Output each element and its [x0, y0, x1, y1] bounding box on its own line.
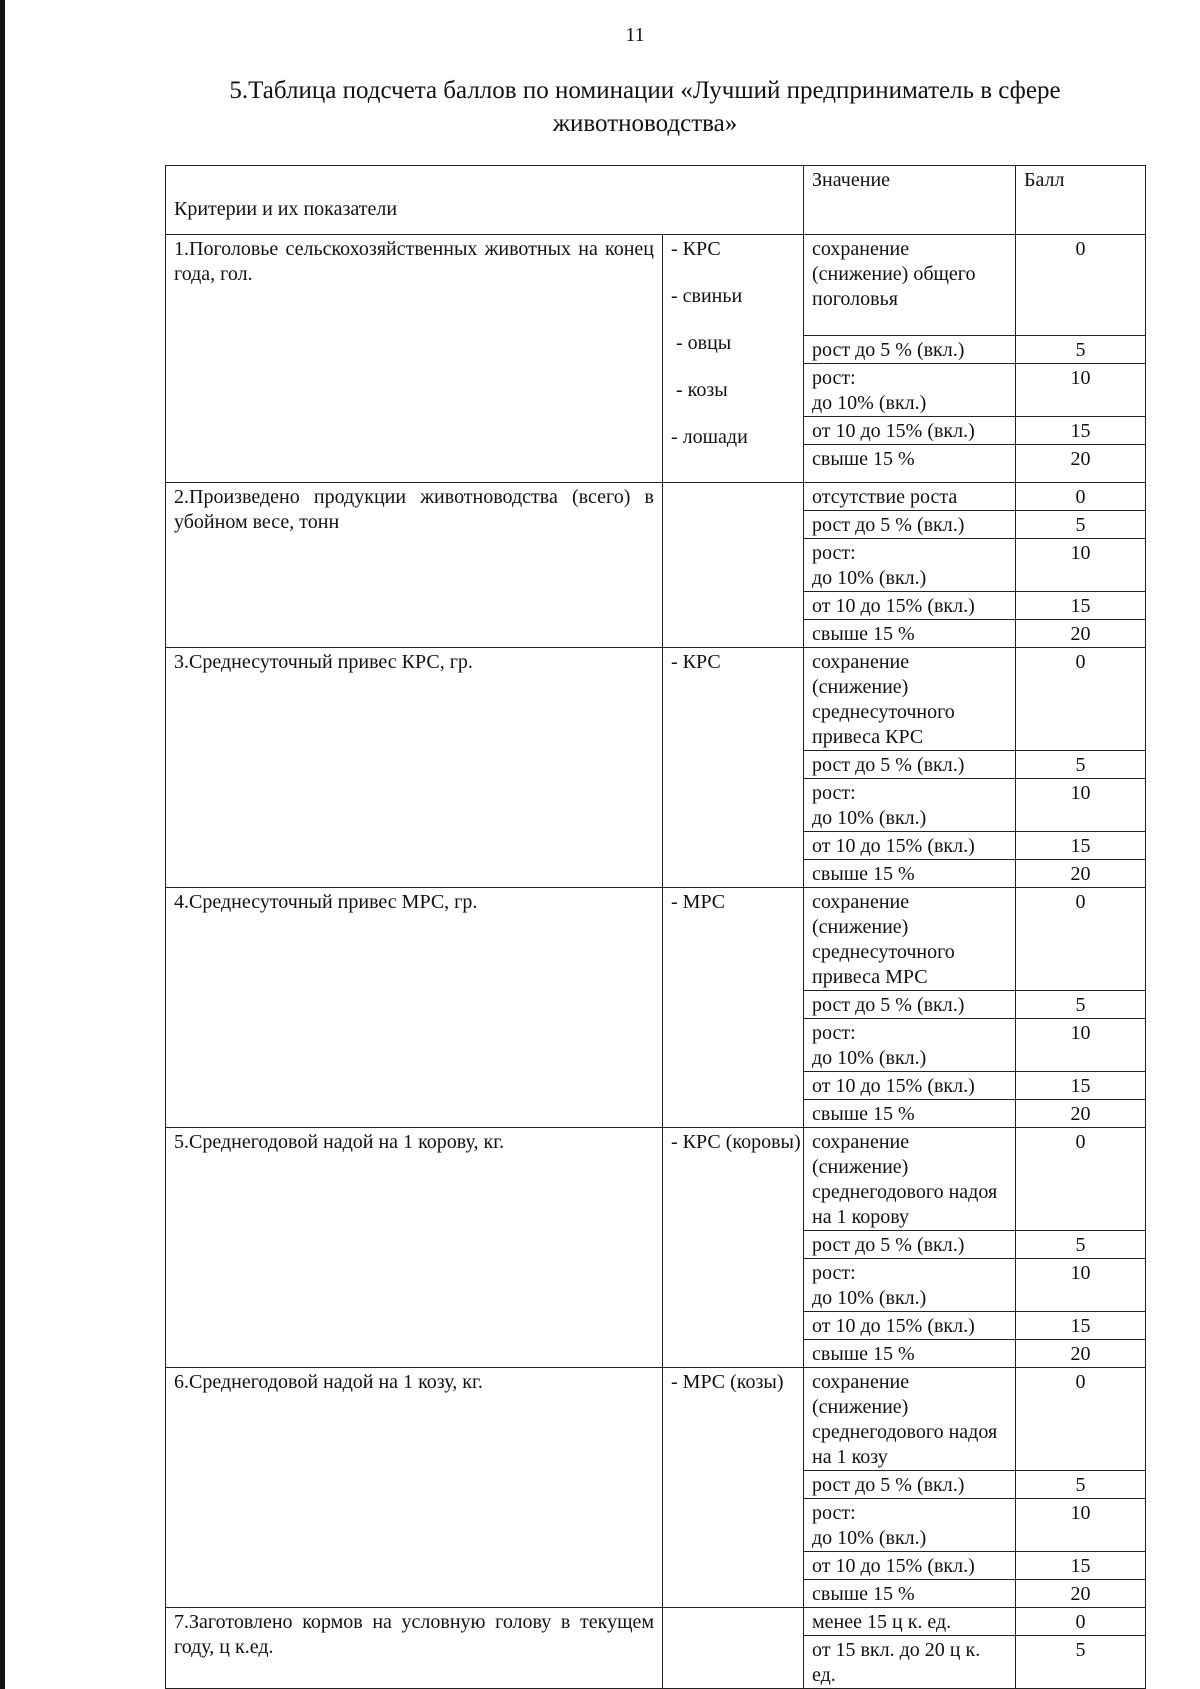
value-cell: сохранение (снижение) общего поголовья [804, 235, 1016, 336]
score-cell: 15 [1016, 1312, 1146, 1340]
value-cell: рост до 5 % (вкл.) [804, 1471, 1016, 1499]
table-row [166, 1128, 1146, 1231]
score-cell: 10 [1016, 1499, 1146, 1552]
scoring-table-container [165, 165, 1145, 1689]
value-cell: от 10 до 15% (вкл.) [804, 832, 1016, 860]
value-cell: свыше 15 % [804, 445, 1016, 483]
score-cell: 5 [1016, 511, 1146, 539]
indicator-cell [663, 483, 804, 648]
criterion-cell: 5.Среднегодовой надой на 1 корову, кг. [166, 1128, 663, 1368]
indicator-item: - МРС (козы) [671, 1371, 784, 1393]
indicator-cell [663, 648, 804, 888]
page-number: 11 [625, 24, 645, 46]
indicator-item: - свиньи [671, 285, 743, 307]
score-cell: 20 [1016, 1580, 1146, 1608]
score-cell: 5 [1016, 336, 1146, 364]
value-cell: рост до 5 % (вкл.) [804, 1231, 1016, 1259]
score-cell: 20 [1016, 1340, 1146, 1368]
value-cell: рост: до 10% (вкл.) [804, 1259, 1016, 1312]
score-cell: 20 [1016, 1100, 1146, 1128]
criterion-cell: 1.Поголовье сельскохозяйственных животных на конец года, гол. [166, 235, 663, 483]
indicator-item: - МРС [671, 891, 726, 913]
criterion-cell: 2.Произведено продукции животноводства (всего) в убойном весе, тонн [166, 483, 663, 648]
score-cell: 0 [1016, 888, 1146, 991]
score-cell: 0 [1016, 483, 1146, 511]
indicator-item: - козы [671, 379, 728, 401]
table-row [166, 235, 1146, 336]
score-cell: 20 [1016, 445, 1146, 483]
scoring-table-body [166, 166, 1146, 1689]
score-cell: 5 [1016, 1636, 1146, 1689]
title-line-1: 5.Таблица подсчета баллов по номинации «Лучший предприниматель в сфере [229, 77, 1061, 104]
value-cell: рост: до 10% (вкл.) [804, 539, 1016, 592]
value-cell: от 15 вкл. до 20 ц к. ед. [804, 1636, 1016, 1689]
indicator-cell [663, 1608, 804, 1689]
criterion-cell: 6.Среднегодовой надой на 1 козу, кг. [166, 1368, 663, 1608]
score-cell: 5 [1016, 991, 1146, 1019]
score-cell: 0 [1016, 1128, 1146, 1231]
value-cell: свыше 15 % [804, 1580, 1016, 1608]
criterion-cell: 3.Среднесуточный привес КРС, гр. [166, 648, 663, 888]
score-cell: 10 [1016, 1019, 1146, 1072]
scoring-table [165, 165, 1146, 1689]
header-score: Балл [1016, 166, 1146, 235]
header-criteria: Критерии и их показатели [166, 166, 804, 235]
value-cell: рост: до 10% (вкл.) [804, 779, 1016, 832]
value-cell: рост до 5 % (вкл.) [804, 751, 1016, 779]
indicator-cell [663, 888, 804, 1128]
value-cell: рост: до 10% (вкл.) [804, 1019, 1016, 1072]
page-title [150, 74, 1140, 140]
score-cell: 15 [1016, 1552, 1146, 1580]
value-cell: сохранение (снижение) среднесуточного привеса КРС [804, 648, 1016, 751]
score-cell: 20 [1016, 620, 1146, 648]
indicator-item: - КРС [671, 238, 721, 260]
indicator-item: - КРС [671, 651, 721, 673]
value-cell: сохранение (снижение) среднегодового надоя на 1 корову [804, 1128, 1016, 1231]
value-cell: рост до 5 % (вкл.) [804, 511, 1016, 539]
table-row [166, 888, 1146, 991]
score-cell: 10 [1016, 364, 1146, 417]
table-header-row [166, 166, 1146, 235]
score-cell: 10 [1016, 779, 1146, 832]
score-cell: 10 [1016, 1259, 1146, 1312]
indicator-cell [663, 1128, 804, 1368]
value-cell: свыше 15 % [804, 1340, 1016, 1368]
indicator-cell [663, 1368, 804, 1608]
value-cell: рост: до 10% (вкл.) [804, 1499, 1016, 1552]
indicator-cell [663, 235, 804, 483]
header-value: Значение [804, 166, 1016, 235]
score-cell: 5 [1016, 751, 1146, 779]
score-cell: 20 [1016, 860, 1146, 888]
value-cell: свыше 15 % [804, 1100, 1016, 1128]
table-row [166, 1608, 1146, 1636]
score-cell: 10 [1016, 539, 1146, 592]
score-cell: 5 [1016, 1471, 1146, 1499]
indicator-item: - КРС (коровы) [671, 1131, 801, 1153]
score-cell: 15 [1016, 592, 1146, 620]
criterion-cell: 4.Среднесуточный привес МРС, гр. [166, 888, 663, 1128]
value-cell: рост до 5 % (вкл.) [804, 336, 1016, 364]
table-row [166, 483, 1146, 511]
value-cell: от 10 до 15% (вкл.) [804, 1072, 1016, 1100]
score-cell: 15 [1016, 417, 1146, 445]
title-line-2: животноводства» [552, 110, 738, 137]
value-cell: рост: до 10% (вкл.) [804, 364, 1016, 417]
table-row [166, 648, 1146, 751]
value-cell: свыше 15 % [804, 620, 1016, 648]
score-cell: 15 [1016, 1072, 1146, 1100]
score-cell: 5 [1016, 1231, 1146, 1259]
score-cell: 0 [1016, 1368, 1146, 1471]
value-cell: сохранение (снижение) среднесуточного привеса МРС [804, 888, 1016, 991]
scan-edge [0, 0, 5, 1689]
score-cell: 0 [1016, 648, 1146, 751]
value-cell: отсутствие роста [804, 483, 1016, 511]
score-cell: 15 [1016, 832, 1146, 860]
value-cell: сохранение (снижение) среднегодового надоя на 1 козу [804, 1368, 1016, 1471]
value-cell: от 10 до 15% (вкл.) [804, 1312, 1016, 1340]
value-cell: от 10 до 15% (вкл.) [804, 592, 1016, 620]
score-cell: 0 [1016, 235, 1146, 336]
value-cell: рост до 5 % (вкл.) [804, 991, 1016, 1019]
criterion-cell: 7.Заготовлено кормов на условную голову в текущем году, ц к.ед. [166, 1608, 663, 1689]
indicator-item: - лошади [671, 426, 748, 448]
value-cell: свыше 15 % [804, 860, 1016, 888]
value-cell: от 10 до 15% (вкл.) [804, 417, 1016, 445]
table-row [166, 1368, 1146, 1471]
indicator-item: - овцы [671, 332, 732, 354]
value-cell: менее 15 ц к. ед. [804, 1608, 1016, 1636]
value-cell: от 10 до 15% (вкл.) [804, 1552, 1016, 1580]
score-cell: 0 [1016, 1608, 1146, 1636]
